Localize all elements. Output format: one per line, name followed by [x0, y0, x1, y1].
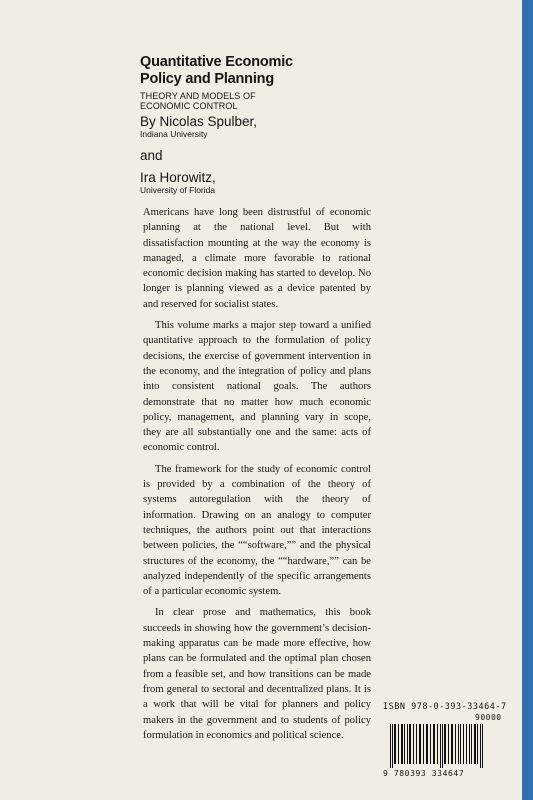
barcode-bar [404, 724, 405, 764]
blurb-paragraph-3: The framework for the study of economic control is provided by a combination of the theory of systems autoregulation with the theory of information. Drawing on an analogy to computer techniques, the authors point out that interactions between policies, the ““software,”” and the physical structures of the economy, the ““hardware,”” can be analyzed independently of the specific arrangements of a particular economic system. [143, 463, 371, 598]
barcode-bar [444, 724, 446, 764]
barcode-bar [401, 724, 403, 764]
affiliation-2: University of Florida [140, 185, 216, 195]
barcode-bar [430, 724, 431, 764]
barcode-bar [440, 724, 441, 768]
blurb-paragraph-4: In clear prose and mathematics, this book succeeds in showing how the government’s decision-making apparatus can be made more effective, how plans can be formulated and the optimal plan chosen from a feasible set, and how transitions can be made from general to sectoral and decentralized plans. It is a work that will be vital for planners and policy makers in the government and to students of policy formulation in economics and political science. [143, 607, 371, 741]
isbn-label: ISBN 978-0-393-33464-7 [383, 702, 507, 712]
barcode-bar [426, 724, 428, 764]
title-line-1: Quantitative Economic [140, 54, 293, 70]
barcode-bar [433, 724, 435, 764]
spine-edge [522, 0, 533, 800]
book-title [140, 54, 380, 88]
price-code: 90000 [475, 713, 502, 722]
author-2: Ira Horowitz, [140, 170, 216, 185]
barcode-bar [463, 724, 464, 764]
title-line-2: Policy and Planning [140, 71, 274, 87]
barcode-bar [392, 724, 393, 768]
barcode-bar [460, 724, 461, 764]
barcode-bars [389, 724, 507, 768]
affiliation-1: Indiana University [140, 129, 208, 139]
blurb-paragraph-1: Americans have long been distrustful of economic planning at the national level. But with dissatisfaction mounting at the way the economy is managed, a climate more favorable to rational economic decision making has started to develop. No longer is planning viewed as a device patented by and reserved for socialist states. [143, 207, 371, 310]
author-conjunction: and [140, 148, 163, 163]
barcode-block [383, 702, 511, 782]
barcode-bar [413, 724, 414, 764]
barcode-bar [480, 724, 481, 768]
barcode-bar [448, 724, 449, 764]
barcode-bar [423, 724, 424, 764]
blurb-paragraph-2: This volume marks a major step toward a unified quantitative approach to the formulation of policy decisions, the exercise of government intervention in the economy, and the integration of policy and plans into consistent national goals. The authors demonstrate that no matter how much economic policy, management, and planning vary in scope, they are all substantially one and the same: acts of economic control. [143, 320, 371, 454]
barcode-bar [458, 724, 459, 764]
book-header [140, 54, 380, 195]
barcode-bar [419, 724, 421, 764]
barcode-bar [466, 724, 467, 764]
ean-digits: 9 780393 334647 [383, 769, 465, 778]
barcode-bar [437, 724, 438, 764]
barcode-bar [407, 724, 408, 764]
barcode-bar [451, 724, 453, 764]
barcode-bar [409, 724, 411, 764]
barcode-bar [394, 724, 396, 764]
barcode-bar [390, 724, 391, 768]
barcode-bar [477, 724, 478, 764]
barcode-bar [398, 724, 399, 764]
subtitle-line-1: THEORY AND MODELS OF [140, 91, 256, 101]
blurb-text [143, 205, 371, 749]
subtitle-line-2: ECONOMIC CONTROL [140, 101, 238, 111]
author-1: By Nicolas Spulber, [140, 114, 258, 129]
barcode-bar [469, 724, 470, 764]
barcode-bar [482, 724, 483, 768]
barcode-bar [416, 724, 417, 764]
barcode-bar [471, 724, 472, 764]
barcode-bar [442, 724, 443, 768]
barcode-bar [474, 724, 476, 764]
book-subtitle [140, 91, 380, 111]
barcode-bar [455, 724, 456, 764]
